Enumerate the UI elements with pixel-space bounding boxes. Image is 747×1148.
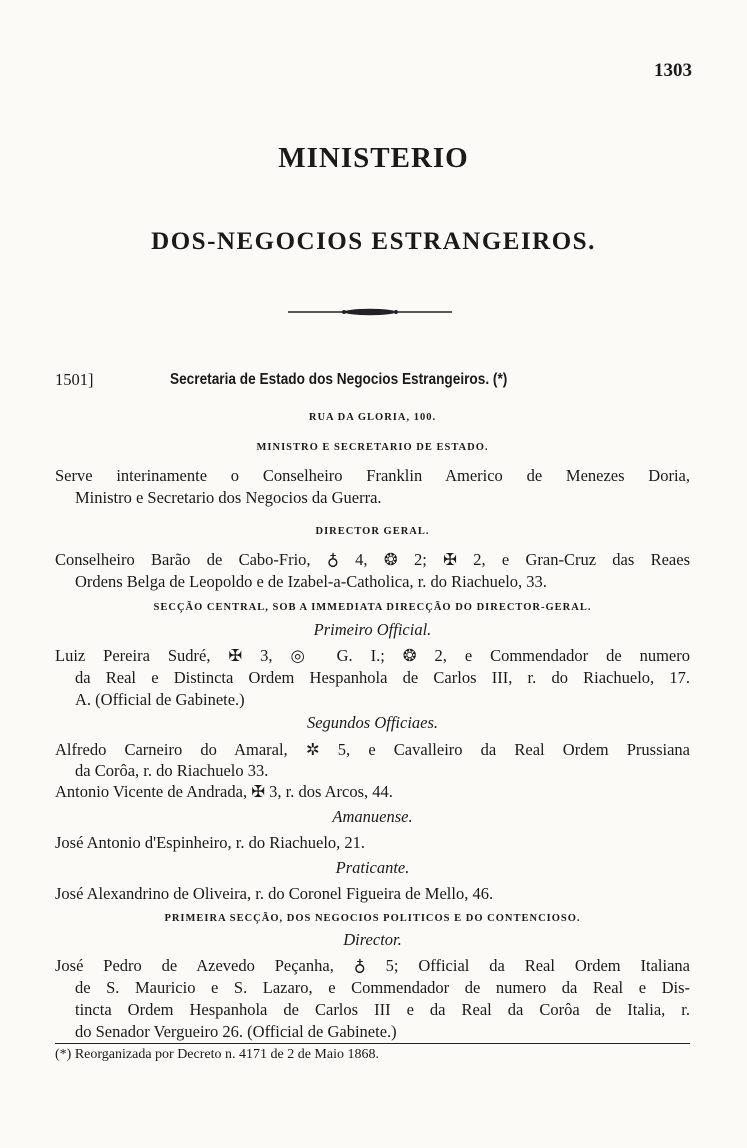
subheading-segundos: Segundos Officiaes. (306, 713, 439, 732)
section-heading-primeira: PRIMEIRA SECÇÃO, DOS NEGOCIOS POLITICOS E DO CONTENCIOSO. (164, 913, 581, 924)
text-line: Ministro e Secretario dos Negocios da Guerra. (75, 488, 382, 507)
ornament-divider (288, 307, 452, 317)
text-line: Alfredo Carneiro do Amaral, ✲ 5, e Cavalleiro da Real Ordem Prussiana (55, 740, 690, 759)
text-line: Antonio Vicente de Andrada, ✠ 3, r. dos Arcos, 44. (55, 782, 393, 801)
text-line: Luiz Pereira Sudré, ✠ 3, ◎ G. I.; ❂ 2, e Commendador de numero (55, 646, 690, 665)
section-heading-central: SECÇÃO CENTRAL, SOB A IMMEDIATA DIRECÇÃO DO DIRECTOR-GERAL. (153, 602, 592, 613)
text-line: Conselheiro Barão de Cabo-Frio, ♁ 4, ❂ 2; ✠ 2, e Gran-Cruz das Reaes (55, 550, 690, 569)
text-line: José Antonio d'Espinheiro, r. do Riachuelo, 21. (55, 833, 366, 852)
page-number: 1303 (654, 60, 692, 81)
entry-heading: Secretaria de Estado dos Negocios Estrangeiros. (*) (170, 371, 508, 388)
text-line: A. (Official de Gabinete.) (75, 690, 245, 709)
text-line: da Corôa, r. do Riachuelo 33. (75, 761, 269, 780)
subheading-amanuense: Amanuense. (332, 807, 413, 826)
text-line: José Alexandrino de Oliveira, r. do Coronel Figueira de Mello, 46. (55, 884, 494, 903)
text-line: da Real e Distincta Ordem Hespanhola de Carlos III, r. do Riachuelo, 17. (75, 668, 690, 687)
entry-number: 1501] (55, 370, 94, 389)
subheading-praticante: Praticante. (335, 858, 410, 877)
text-line: tincta Ordem Hespanhola de Carlos III e da Real da Corôa de Italia, r. (75, 1000, 690, 1019)
section-heading-director: DIRECTOR GERAL. (315, 526, 430, 537)
text-line: do Senador Vergueiro 26. (Official de Gabinete.) (75, 1022, 397, 1041)
page-subtitle: DOS-NEGOCIOS ESTRANGEIROS. (151, 228, 596, 255)
text-line: de S. Mauricio e S. Lazaro, e Commendador de numero da Real e Dis- (75, 978, 690, 997)
subheading-director: Director. (343, 930, 402, 949)
text-line: Ordens Belga de Leopoldo e de Izabel-a-Catholica, r. do Riachuelo, 33. (75, 572, 547, 591)
page-title: MINISTERIO (278, 142, 469, 174)
text-line: José Pedro de Azevedo Peçanha, ♁ 5; Official da Real Ordem Italiana (55, 956, 690, 975)
text-line: Serve interinamente o Conselheiro Franklin Americo de Menezes Doria, (55, 466, 690, 485)
address: RUA DA GLORIA, 100. (308, 412, 437, 423)
section-heading-ministro: MINISTRO E SECRETARIO DE ESTADO. (256, 442, 489, 453)
footnote: (*) Reorganizada por Decreto n. 4171 de 2 de Maio 1868. (55, 1047, 379, 1062)
subheading-primeiro: Primeiro Official. (313, 620, 432, 639)
footnote-rule (55, 1043, 690, 1044)
